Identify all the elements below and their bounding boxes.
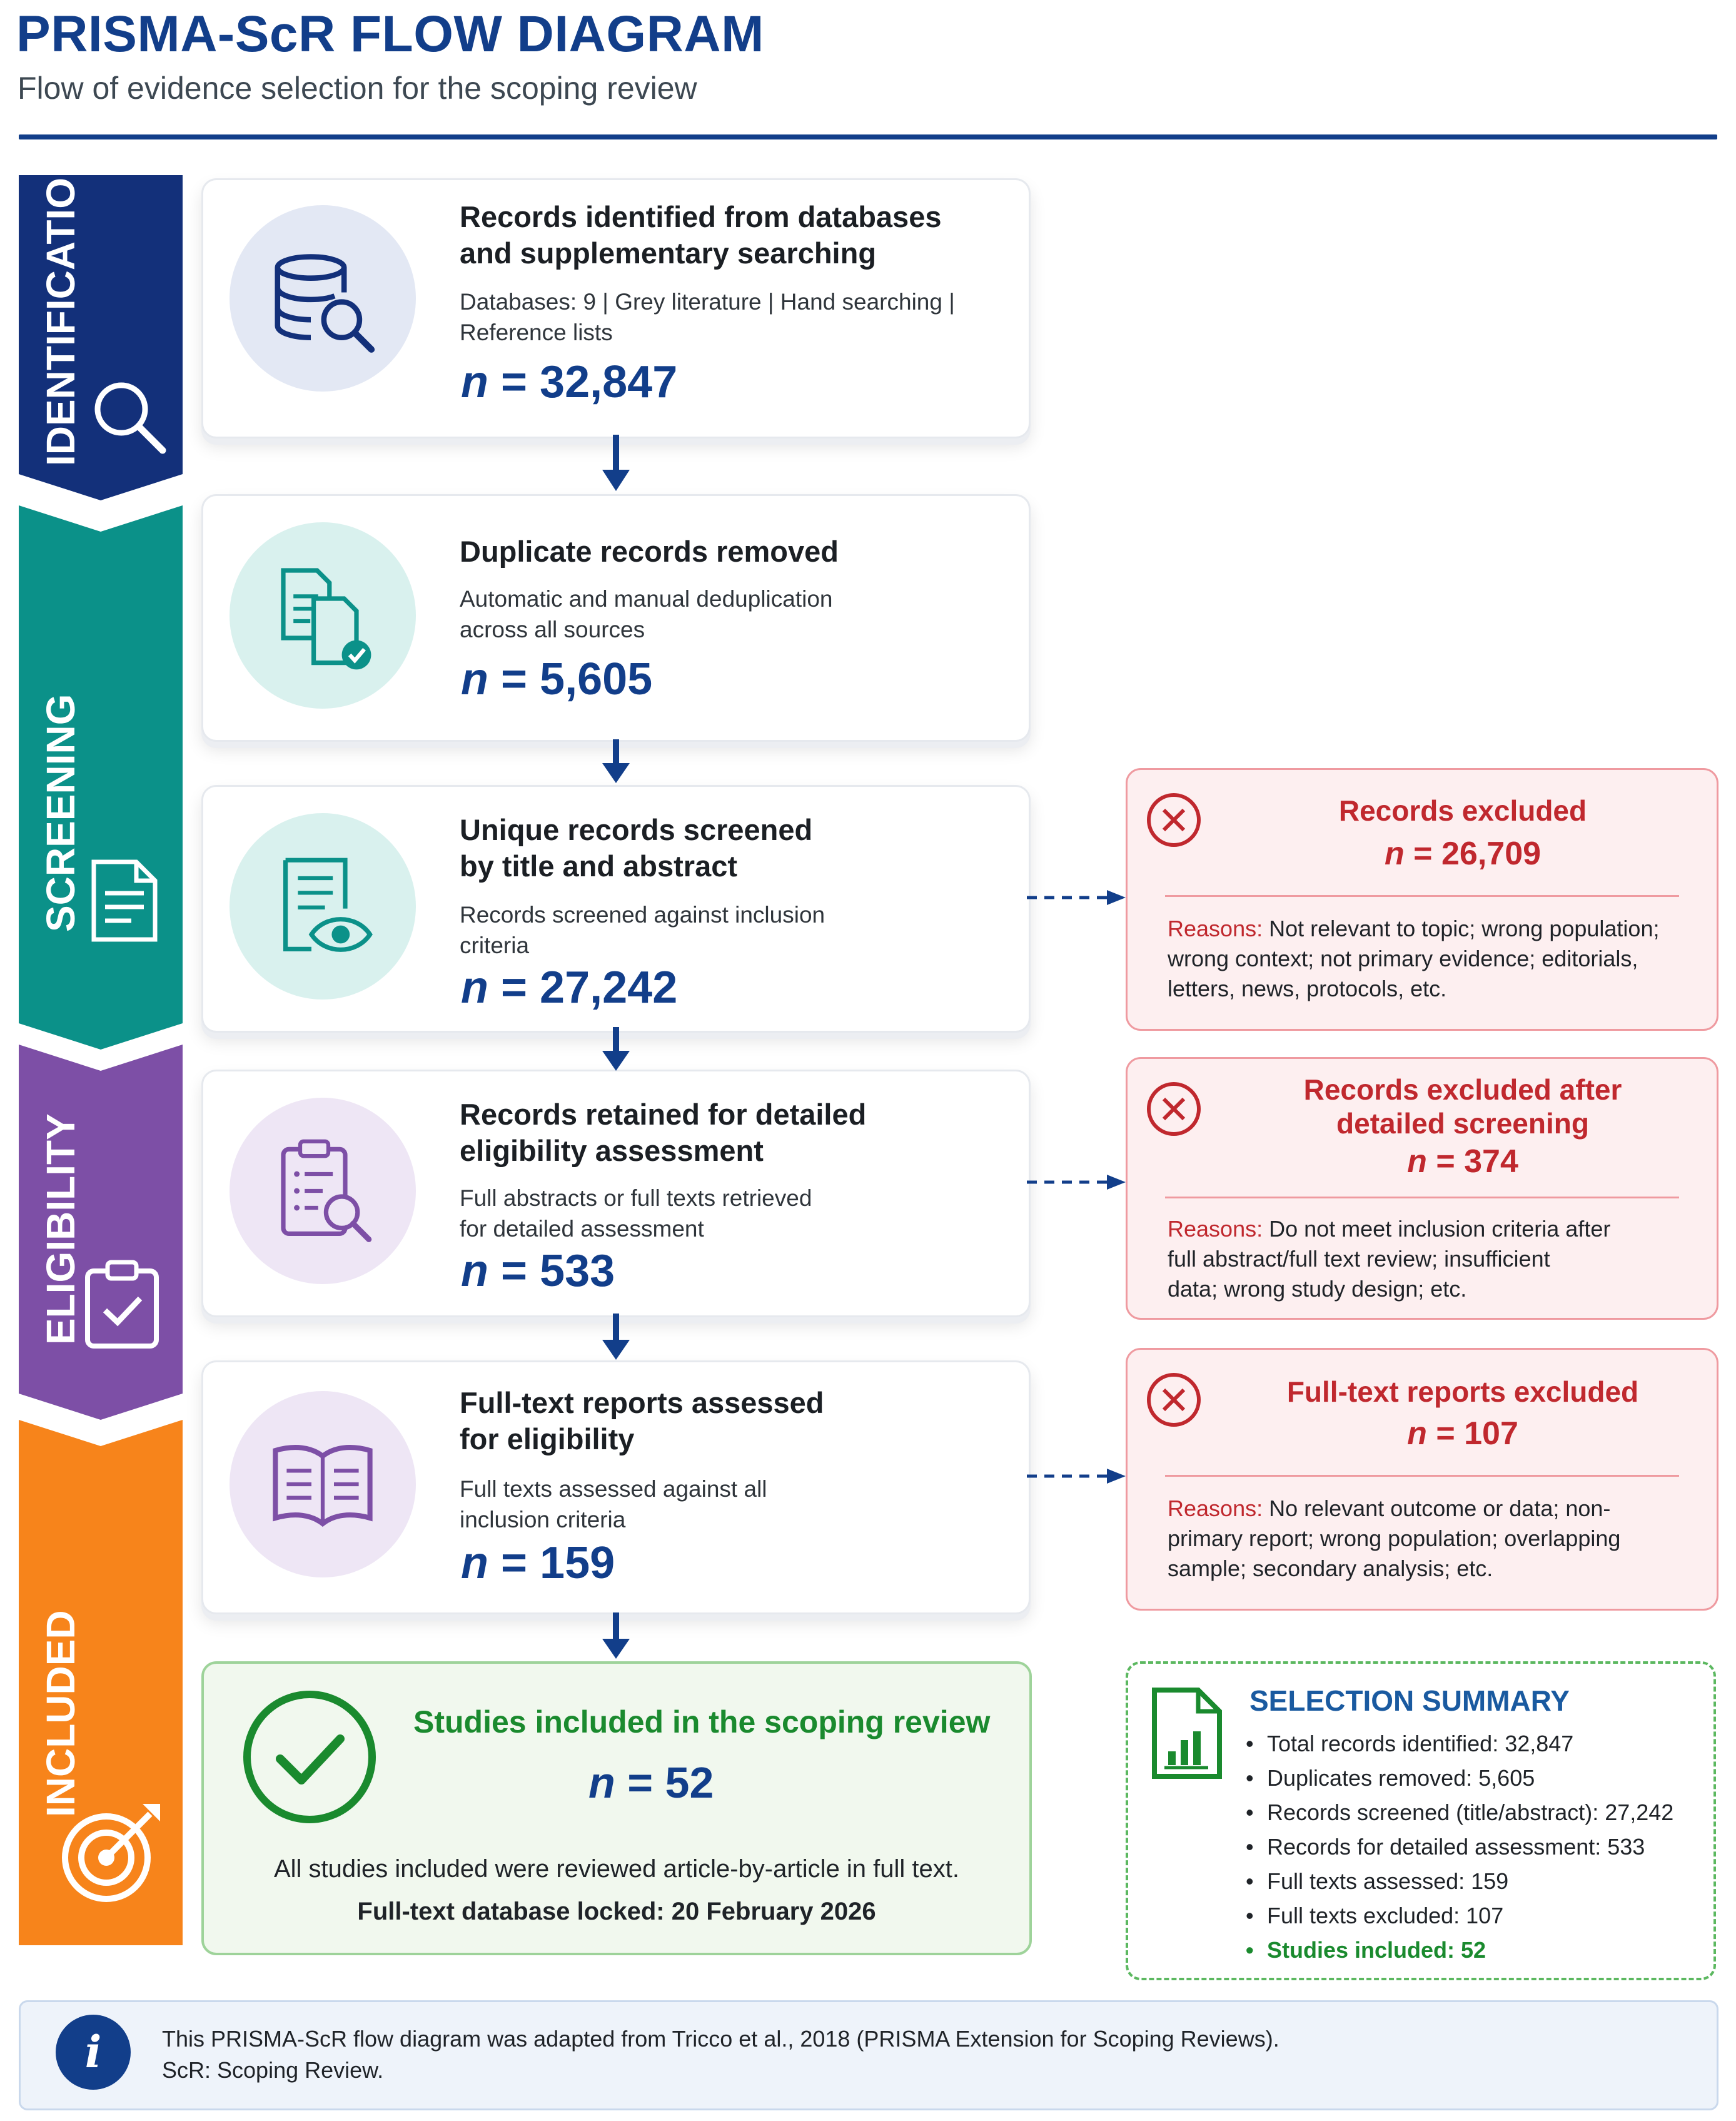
summary-item: • Full texts excluded: 107 [1246, 1898, 1673, 1933]
step-title-line-2: by title and abstract [460, 849, 737, 883]
step-card-identified [201, 178, 1031, 438]
summary-item: • Duplicates removed: 5,605 [1246, 1761, 1673, 1795]
exclusion-reason-line-1: Reasons: Not relevant to topic; wrong population; [1168, 916, 1660, 941]
flow-arrow-down [597, 1027, 635, 1072]
step-title-line-1: Full-text reports assessed [460, 1386, 824, 1419]
exclusion-divider [1165, 1197, 1679, 1198]
exclusion-title: Full-text reports excluded [1286, 1375, 1639, 1408]
summary-title: SELECTION SUMMARY [1249, 1684, 1570, 1717]
summary-list [1246, 1726, 1673, 1967]
included-title: Studies included in the scoping review [413, 1704, 991, 1739]
step-title-line-2: eligibility assessment [460, 1134, 764, 1167]
footnote-line-1: This PRISMA-ScR flow diagram was adapted from Tricco et al., 2018 (PRISMA Extension for Scoping Reviews). [162, 2026, 1279, 2052]
exclusion-reason-line-2: primary report; wrong population; overlapping [1168, 1526, 1621, 1551]
header-divider [19, 134, 1717, 139]
flow-arrow-down [597, 1314, 635, 1361]
exclusion-reason-line-3: sample; secondary analysis; etc. [1168, 1556, 1493, 1581]
exclusion-reason-line-3: data; wrong study design; etc. [1168, 1276, 1467, 1302]
summary-item: • Records screened (title/abstract): 27,242 [1246, 1795, 1673, 1830]
footnote-line-2: ScR: Scoping Review. [162, 2057, 384, 2083]
step-desc-line-1: Full texts assessed against all [460, 1476, 767, 1502]
step-count: n = 533 [461, 1246, 615, 1296]
database-search-icon [230, 205, 416, 392]
summary-item: • Records for detailed assessment: 533 [1246, 1830, 1673, 1864]
step-desc-line-2: across all sources [460, 617, 645, 642]
step-count: n = 159 [461, 1538, 615, 1588]
info-icon: i [56, 2015, 131, 2090]
step-title-line-1: Records retained for detailed [460, 1098, 867, 1131]
step-title-line-1: Duplicate records removed [460, 535, 839, 568]
document-icon [88, 857, 163, 944]
summary-item: • Total records identified: 32,847 [1246, 1726, 1673, 1761]
step-count: n = 5,605 [461, 654, 653, 704]
exclusion-box-detailed [1126, 1057, 1718, 1320]
exclusion-count: n = 374 [1407, 1143, 1518, 1180]
close-circle-icon [1144, 790, 1204, 850]
diagram-title: PRISMA-ScR FLOW DIAGRAM [16, 6, 764, 63]
clipboard-search-icon [230, 1098, 416, 1284]
exclusion-title-line-2: detailed screening [1336, 1107, 1589, 1140]
exclusion-reason-line-2: wrong context; not primary evidence; editorials, [1168, 946, 1638, 971]
stage-eligibility-label: ELIGIBILITY [38, 1113, 83, 1345]
exclusion-arrow [1027, 888, 1127, 907]
magnifier-icon [88, 375, 169, 457]
step-card-duplicates [201, 494, 1031, 742]
exclusion-divider [1165, 895, 1679, 897]
exclusion-title-line-1: Records excluded after [1303, 1073, 1622, 1106]
flow-arrow-down [597, 1612, 635, 1660]
close-circle-icon [1144, 1370, 1204, 1430]
flow-arrow-down [597, 435, 635, 492]
footnote-box [19, 2000, 1718, 2110]
step-count: n = 27,242 [461, 963, 678, 1013]
stage-identification-label: IDENTIFICATION [38, 148, 83, 466]
report-chart-icon [1149, 1686, 1224, 1780]
exclusion-reason-line-1: Reasons: No relevant outcome or data; non- [1168, 1496, 1611, 1521]
exclusion-count: n = 26,709 [1384, 836, 1542, 872]
exclusion-reason-line-3: letters, news, protocols, etc. [1168, 976, 1447, 1001]
database-lock-date: Full-text database locked: 20 February 2026 [357, 1898, 876, 1925]
included-note: All studies included were reviewed article-by-article in full text. [273, 1855, 959, 1883]
exclusion-arrow [1027, 1173, 1127, 1192]
open-book-icon [230, 1391, 416, 1577]
step-desc-line-2: for detailed assessment [460, 1216, 704, 1242]
summary-item: • Full texts assessed: 159 [1246, 1864, 1673, 1898]
exclusion-reason-line-1: Reasons: Do not meet inclusion criteria after [1168, 1216, 1611, 1242]
step-desc-line-2: inclusion criteria [460, 1507, 626, 1532]
step-desc-line-1: Full abstracts or full texts retrieved [460, 1185, 812, 1211]
exclusion-title: Records excluded [1338, 794, 1587, 827]
step-card-screened [201, 785, 1031, 1033]
step-title-line-1: Unique records screened [460, 813, 813, 846]
duplicate-files-icon [230, 522, 416, 709]
exclusion-box-fulltext [1126, 1348, 1718, 1611]
clipboard-check-icon [81, 1257, 163, 1351]
step-title-line-2: for eligibility [460, 1422, 635, 1455]
step-title-line-1: Records identified from databases [460, 200, 942, 233]
stage-screening-label: SCREENING [38, 694, 83, 932]
step-desc-line-1: Databases: 9 | Grey literature | Hand searching | [460, 289, 955, 315]
exclusion-count: n = 107 [1407, 1415, 1518, 1452]
target-icon [56, 1795, 169, 1908]
included-count: n = 52 [588, 1758, 714, 1807]
selection-summary-box [1126, 1661, 1716, 1980]
step-card-retained [201, 1070, 1031, 1317]
document-eye-icon [230, 813, 416, 1000]
included-studies-box [201, 1661, 1032, 1955]
step-desc-line-2: Reference lists [460, 320, 613, 345]
check-circle-icon [241, 1689, 378, 1825]
summary-item-final: • Studies included: 52 [1246, 1933, 1673, 1967]
step-count: n = 32,847 [461, 357, 678, 407]
flow-arrow-down [597, 739, 635, 784]
step-desc-line-2: criteria [460, 933, 530, 958]
exclusion-reason-line-2: full abstract/full text review; insufficient [1168, 1246, 1550, 1272]
exclusion-box-records [1126, 768, 1718, 1031]
exclusion-divider [1165, 1475, 1679, 1477]
stage-included-label: INCLUDED [38, 1610, 83, 1817]
step-desc-line-1: Records screened against inclusion [460, 902, 825, 928]
close-circle-icon [1144, 1079, 1204, 1139]
diagram-subtitle: Flow of evidence selection for the scoping review [18, 71, 697, 106]
step-desc-line-1: Automatic and manual deduplication [460, 586, 833, 612]
exclusion-arrow [1027, 1467, 1127, 1486]
step-card-fulltext [201, 1360, 1031, 1614]
step-title-line-2: and supplementary searching [460, 236, 877, 270]
